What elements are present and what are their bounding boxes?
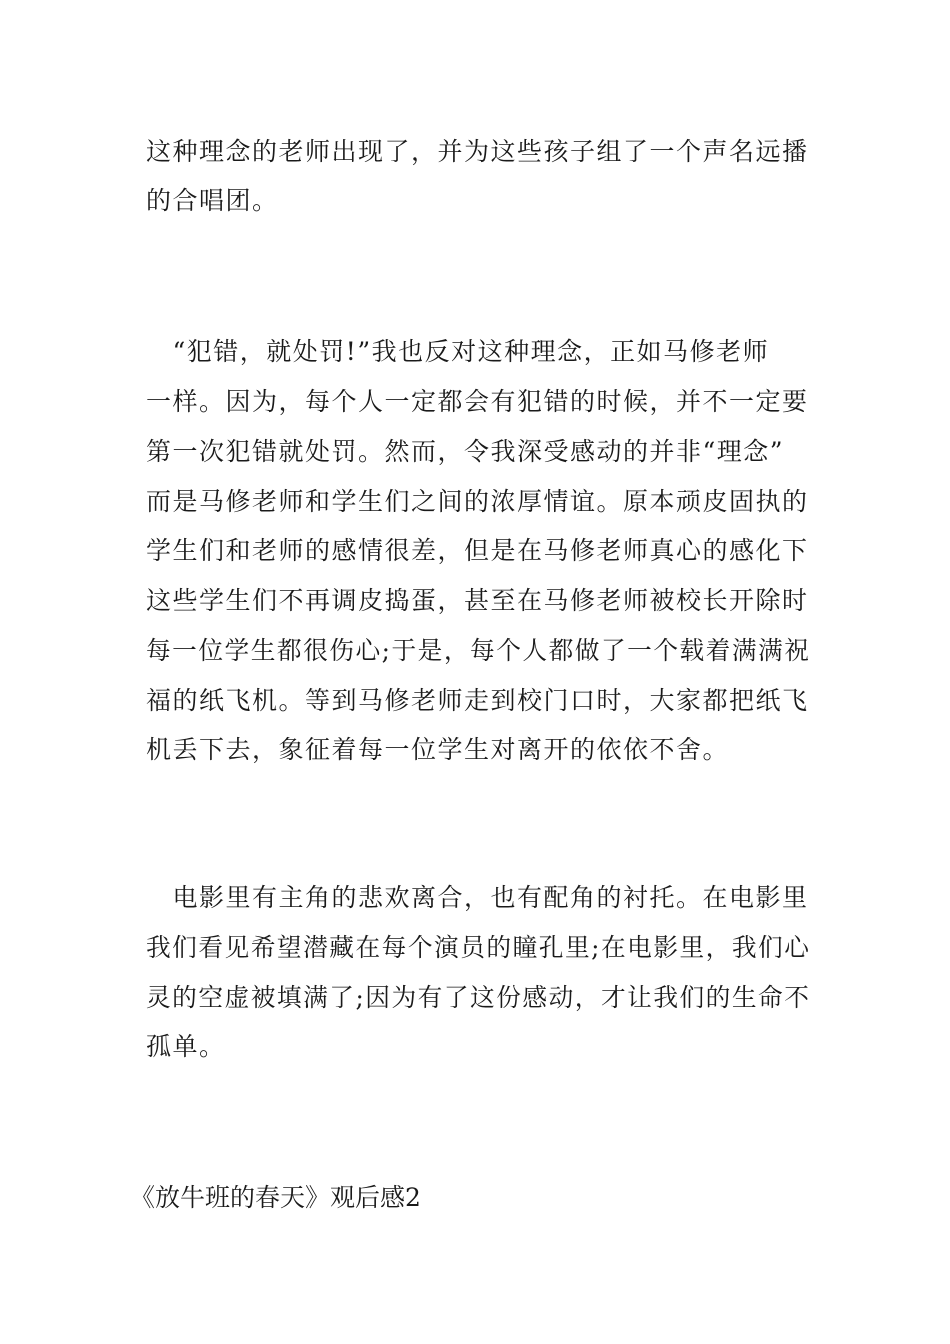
paragraph-2-line-1: “犯错，就处罚!”我也反对这种理念，正如马修老师 xyxy=(146,337,770,366)
paragraph-3-line-2: 我们看见希望潜藏在每个演员的瞳孔里;在电影里，我们心 xyxy=(146,933,811,962)
paragraph-2-line-8: 福的纸飞机。等到马修老师走到校门口时，大家都把纸飞 xyxy=(146,686,809,715)
paragraph-1-line-2: 的合唱团。 xyxy=(146,186,279,215)
paragraph-2-line-4: 而是马修老师和学生们之间的浓厚情谊。原本顽皮固执的 xyxy=(146,487,809,516)
paragraph-3-line-3: 灵的空虚被填满了;因为有了这份感动，才让我们的生命不 xyxy=(146,983,811,1012)
paragraph-2-line-6: 这些学生们不再调皮捣蛋，甚至在马修老师被校长开除时 xyxy=(146,586,809,615)
paragraph-3-line-4: 孤单。 xyxy=(146,1032,226,1061)
paragraph-2-line-7: 每一位学生都很伤心;于是，每个人都做了一个载着满满祝 xyxy=(146,636,811,665)
paragraph-2-line-5: 学生们和老师的感情很差，但是在马修老师真心的感化下 xyxy=(146,536,809,565)
paragraph-3-line-1: 电影里有主角的悲欢离合，也有配角的衬托。在电影里 xyxy=(146,883,809,912)
paragraph-2-line-3: 第一次犯错就处罚。然而，令我深受感动的并非“理念” xyxy=(146,437,785,466)
paragraph-2-line-2: 一样。因为，每个人一定都会有犯错的时候，并不一定要 xyxy=(146,387,809,416)
section-title: 《放牛班的春天》观后感2 xyxy=(130,1183,421,1212)
paragraph-1-line-1: 这种理念的老师出现了，并为这些孩子组了一个声名远播 xyxy=(146,137,809,166)
paragraph-2-line-9: 机丢下去，象征着每一位学生对离开的依依不舍。 xyxy=(146,735,730,764)
